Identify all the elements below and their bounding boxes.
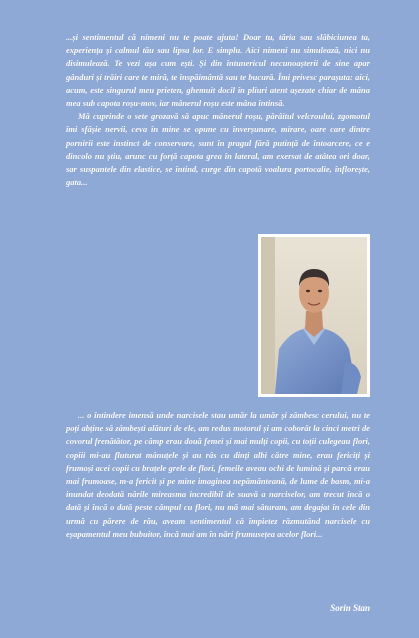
excerpt-paragraph-1: ...și sentimentul că nimeni nu te poate ajuta! Doar tu, tăria sau slăbiciunea ta, experiența și calmul tău sau lipsa lor. E simplu. Aici nimeni nu simulează, nici nu disimulează. Te vezi așa cum ești. Și din întunericul necunoașterii de sine apar gânduri și trăiri care te miră, te înspăimântă sau te bucură. Îmi privesc parașuta: aici, acum, este singurul meu prieten, ghemuit docil în pliuri atent așezate chiar de mâna mea sub capota roșu-mov, iar mânerul roșu este mâna întinsă. xyxy=(66,32,370,109)
author-portrait-image xyxy=(261,237,367,394)
excerpt-bottom xyxy=(66,409,370,541)
excerpt-paragraph-2: Mă cuprinde o sete grozavă să apuc mânerul roșu, părâitul velcroului, zgomotul îmi sfâșie nervii, ceva în mine se opune cu înverșunare, mirare, oare care dintre pornirii este instinct de conservare, sunt în pragul fără putință de întoarcere, ce e dincolo nu știu, arunc cu forță capota grea în lateral, am exersat de atâtea ori doar, sar suspantele din elastice, se întind, curge din capotă voalura portocalie, înflorește, gata... xyxy=(66,111,370,188)
author-photo xyxy=(258,234,370,397)
excerpt-top xyxy=(66,31,370,189)
excerpt-paragraph-3: ... o întindere imensă unde narcisele stau umăr la umăr și zâmbesc cerului, nu te poți abține să zâmbești alături de ele, am redus motorul și am coborât la cinci metri de covorul frenătător, pe câmp erau două femei și mai mulți copii, cu toții culegeau flori, copiii mi-au fluturat mânuțele și au râs cu dinți albi către mine, erau fericiți și frumoși acei copii cu brațele grele de flori, femeile aveau ochi de lumină și parcă erau mai frumoase, m-a fericit și pe mine imaginea nepământeană, de lume de basm, mi-a inundat deodată nările mireasma incredibil de suavă a narciselor, am trecut încă o dată și încă o dată peste câmpul cu flori, nu mă mai săturam, am degajat în cele din urmă cu părere de rău, aveam sentimentul că împietez răzmutând narcisele cu eșapamentul meu bubuitor, încă mai am în nări frumusețea acelor flori... xyxy=(66,410,370,539)
author-name: Sorin Stan xyxy=(330,603,370,613)
